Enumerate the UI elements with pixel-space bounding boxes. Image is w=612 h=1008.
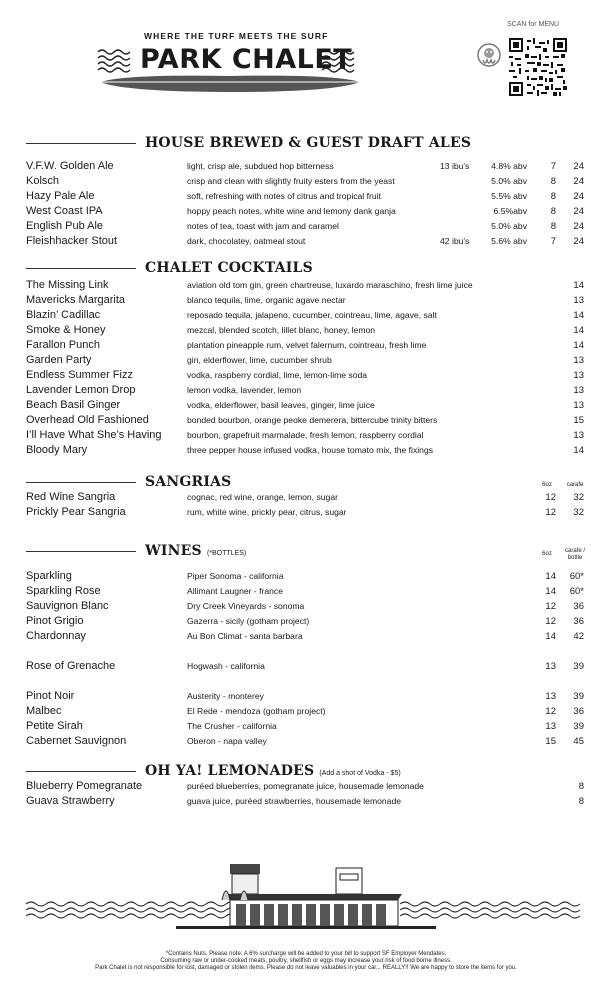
- brand-name: PARK CHALET: [140, 44, 353, 75]
- menu-item-row: [26, 414, 586, 429]
- item-price-carafe-bottle: 36: [573, 706, 584, 717]
- item-name: Prickly Pear Sangria: [26, 506, 126, 518]
- item-name: Bloody Mary: [26, 444, 88, 456]
- item-price-pitcher: 24: [573, 191, 584, 202]
- menu-item-row: [26, 205, 586, 220]
- menu-item-row: [26, 309, 586, 324]
- section-divider: [26, 482, 136, 483]
- item-price-pint: 8: [550, 191, 556, 202]
- item-ibu: 42 ibu's: [440, 236, 470, 246]
- section-divider: [26, 771, 136, 772]
- item-price-carafe-bottle: 45: [573, 736, 584, 747]
- section-divider: [26, 551, 136, 552]
- item-abv: 5.6% abv: [491, 236, 527, 246]
- column-header-6oz: 6oz: [542, 551, 552, 557]
- menu-item-row: [26, 429, 586, 444]
- item-name: Mavericks Margarita: [26, 294, 126, 306]
- item-price-carafe-bottle: 60*: [569, 571, 584, 582]
- item-price-carafe-bottle: 36: [573, 616, 584, 627]
- octopus-badge-icon: [476, 42, 502, 72]
- section-divider: [26, 268, 136, 269]
- item-description: rum, white wine, prickly pear, citrus, sugar: [187, 507, 347, 517]
- menu-item-row: [26, 235, 586, 250]
- item-price-pint: 7: [550, 236, 556, 247]
- item-description: three pepper house infused vodka, house tomato mix, the fixings: [187, 445, 434, 455]
- item-price: 13: [573, 400, 584, 411]
- item-description: Austerity - monterey: [187, 691, 264, 701]
- item-price-pint: 8: [550, 206, 556, 217]
- item-name: Sparkling Rose: [26, 585, 101, 597]
- wines-title-text: WINES: [145, 543, 202, 559]
- item-name: Garden Party: [26, 354, 92, 366]
- item-description: soft, refreshing with notes of citrus and tropical fruit: [187, 191, 381, 201]
- item-description: bourbon, grapefruit marmalade, fresh lemon, raspberry cordial: [187, 430, 424, 440]
- item-name: Red Wine Sangria: [26, 491, 116, 503]
- menu-item-row: [26, 506, 586, 521]
- column-header-carafe-line: carafe /: [564, 548, 585, 554]
- scan-label: SCAN for MENU: [507, 21, 560, 28]
- item-price-carafe: 32: [573, 507, 584, 518]
- item-price-pitcher: 24: [573, 161, 584, 172]
- item-description: mezcal, blended scotch, lillet blanc, honey, lemon: [187, 325, 376, 335]
- item-price-carafe-bottle: 39: [573, 691, 584, 702]
- item-price-6oz: 13: [545, 691, 556, 702]
- item-price-6oz: 14: [545, 631, 556, 642]
- item-price: 13: [573, 430, 584, 441]
- menu-item-row: [26, 399, 586, 414]
- item-description: light, crisp ale, subdued hop bitterness: [187, 161, 334, 171]
- item-price: 14: [573, 280, 584, 291]
- item-price: 14: [573, 340, 584, 351]
- item-description: hoppy peach notes, white wine and lemony dank ganja: [187, 206, 396, 216]
- item-price-carafe-bottle: 39: [573, 661, 584, 672]
- item-abv: 6.5%abv: [493, 206, 527, 216]
- item-price: 15: [573, 415, 584, 426]
- item-price-6oz: 12: [545, 601, 556, 612]
- item-price-pint: 8: [550, 221, 556, 232]
- tagline: WHERE THE TURF MEETS THE SURF: [144, 31, 329, 41]
- menu-item-row: [26, 369, 586, 384]
- section-title-sangrias: SANGRIAS: [145, 474, 232, 490]
- item-name: Blueberry Pomegranate: [26, 780, 143, 792]
- menu-item-row: [26, 585, 586, 600]
- item-name: Hazy Pale Ale: [26, 190, 95, 202]
- menu-item-row: [26, 220, 586, 235]
- section-title-ales: HOUSE BREWED & GUEST DRAFT ALES: [145, 135, 472, 151]
- item-price-6oz: 12: [545, 616, 556, 627]
- item-name: English Pub Ale: [26, 220, 104, 232]
- item-description: crisp and clean with slightly fruity esters from the yeast: [187, 176, 395, 186]
- item-description: vodka, elderflower, basil leaves, ginger, lime juice: [187, 400, 375, 410]
- item-description: Allimant Laugner - france: [187, 586, 284, 596]
- item-name: Overhead Old Fashioned: [26, 414, 149, 426]
- section-divider: [26, 143, 136, 144]
- menu-item-row: [26, 600, 586, 615]
- menu-item-row: [26, 630, 586, 645]
- section-title-wines: [145, 543, 246, 559]
- wines-note: (*BOTTLES): [206, 550, 247, 557]
- item-description: lemon vodka, lavender, lemon: [187, 385, 302, 395]
- item-price-6oz: 12: [545, 507, 556, 518]
- item-abv: 5.0% abv: [491, 176, 527, 186]
- item-description: El Rede - mendoza (gotham project): [187, 706, 326, 716]
- menu-item-row: [26, 384, 586, 399]
- item-name: Kolsch: [26, 175, 60, 187]
- chalet-building-illustration: [26, 860, 586, 936]
- item-name: Pinot Grigio: [26, 615, 84, 627]
- menu-item-row: [26, 720, 586, 735]
- item-price-6oz: 13: [545, 661, 556, 672]
- item-name: Guava Strawberry: [26, 795, 115, 807]
- item-name: Farallon Punch: [26, 339, 100, 351]
- item-abv: 5.5% abv: [491, 191, 527, 201]
- menu-item-row: [26, 324, 586, 339]
- item-description: puréed blueberries, pomegranate juice, housemade lemonade: [187, 781, 424, 791]
- item-description: cognac, red wine, orange, lemon, sugar: [187, 492, 338, 502]
- menu-item-row: [26, 795, 586, 810]
- item-description: Oberon - napa valley: [187, 736, 267, 746]
- menu-item-row: [26, 615, 586, 630]
- item-price-pitcher: 24: [573, 206, 584, 217]
- item-price-6oz: 12: [545, 706, 556, 717]
- item-name: Beach Basil Ginger: [26, 399, 121, 411]
- item-price: 13: [573, 295, 584, 306]
- item-description: vodka, raspberry cordial, lime, lemon-lime soda: [187, 370, 368, 380]
- item-price-carafe-bottle: 60*: [569, 586, 584, 597]
- menu-item-row: [26, 160, 586, 175]
- column-header-carafe-bottle: [560, 548, 590, 562]
- item-description: Hogwash - california: [187, 661, 265, 671]
- footer-line-surcharge: *Contains Nuts. Please note: A 6% surcharge will be added to your bill to support SF Employer Mendates.: [165, 951, 447, 957]
- lemonades-title-text: OH YA! LEMONADES: [145, 763, 315, 779]
- item-description: Dry Creek Vineyards - sonoma: [187, 601, 305, 611]
- menu-item-row: [26, 780, 586, 795]
- item-price: 13: [573, 370, 584, 381]
- item-description: The Crusher - california: [187, 721, 277, 731]
- menu-item-row: [26, 491, 586, 506]
- footer-line-liability: Park Chalet is not responsible for lost, damaged or stolen items. Please do not leave valuables in your car... REALLY!! We are happy to store the items for you.: [95, 965, 517, 971]
- item-description: aviation old tom gin, green chartreuse, luxardo maraschino, fresh lime juice: [187, 280, 473, 290]
- lemonades-note: (Add a shot of Vodka - $5): [319, 770, 401, 777]
- qr-code-icon[interactable]: [509, 38, 567, 96]
- item-ibu: 13 ibu's: [440, 161, 470, 171]
- column-header-bottle-line: bottle: [567, 555, 583, 561]
- item-description: Au Bon Climat - santa barbara: [187, 631, 303, 641]
- item-price-6oz: 15: [545, 736, 556, 747]
- menu-item-row: [26, 444, 586, 459]
- column-header-6oz: 6oz: [542, 482, 552, 488]
- footer-notes: [20, 951, 592, 972]
- item-description: bonded bourbon, orange peoke demerera, bittercube trinity bitters: [187, 415, 438, 425]
- column-header-carafe: carafe: [566, 482, 584, 488]
- item-price-pitcher: 24: [573, 176, 584, 187]
- item-name: Lavender Lemon Drop: [26, 384, 136, 396]
- menu-item-row: [26, 294, 586, 309]
- item-price-carafe-bottle: 42: [573, 631, 584, 642]
- item-description: plantation pineapple rum, velvet falernum, cointreau, fresh lime: [187, 340, 427, 350]
- item-description: gin, elderflower, lime, cucumber shrub: [187, 355, 332, 365]
- item-name: V.F.W. Golden Ale: [26, 160, 114, 172]
- item-price-carafe-bottle: 36: [573, 601, 584, 612]
- item-price: 8: [578, 796, 584, 807]
- item-description: dark, chocolatey, oatmeal stout: [187, 236, 306, 246]
- item-name: The Missing Link: [26, 279, 109, 291]
- menu-item-row: [26, 660, 586, 675]
- menu-item-row: [26, 175, 586, 190]
- item-name: Pinot Noir: [26, 690, 75, 702]
- item-name: Sauvignon Blanc: [26, 600, 109, 612]
- item-price-pitcher: 24: [573, 221, 584, 232]
- item-name: Rose of Grenache: [26, 660, 116, 672]
- section-title-cocktails: CHALET COCKTAILS: [145, 260, 313, 276]
- item-description: Piper Sonoma - california: [187, 571, 284, 581]
- item-price-carafe: 32: [573, 492, 584, 503]
- item-description: notes of tea, toast with jam and caramel: [187, 221, 339, 231]
- item-description: reposado tequila, jalapeno, cucumber, cointreau, lime, agave, salt: [187, 310, 437, 320]
- item-name: Fleishhacker Stout: [26, 235, 118, 247]
- menu-item-row: [26, 705, 586, 720]
- item-name: Petite Sirah: [26, 720, 83, 732]
- item-description: blanco tequila, lime, organic agave nectar: [187, 295, 346, 305]
- menu-item-row: [26, 735, 586, 750]
- item-abv: 5.0% abv: [491, 221, 527, 231]
- item-name: I’ll Have What She’s Having: [26, 429, 162, 441]
- item-price: 14: [573, 445, 584, 456]
- item-price-6oz: 14: [545, 571, 556, 582]
- item-price-6oz: 13: [545, 721, 556, 732]
- item-name: Smoke & Honey: [26, 324, 106, 336]
- item-price-carafe-bottle: 39: [573, 721, 584, 732]
- item-price-6oz: 12: [545, 492, 556, 503]
- item-name: Malbec: [26, 705, 62, 717]
- item-price: 8: [578, 781, 584, 792]
- item-name: Blazin’ Cadillac: [26, 309, 101, 321]
- item-description: guava juice, puréed strawberries, housemade lemonade: [187, 796, 402, 806]
- item-description: Gazerra - sicily (gotham project): [187, 616, 310, 626]
- menu-item-row: [26, 279, 586, 294]
- section-title-lemonades: [145, 763, 401, 779]
- menu-item-row: [26, 339, 586, 354]
- item-price: 14: [573, 325, 584, 336]
- item-price-pint: 7: [550, 161, 556, 172]
- item-price: 13: [573, 355, 584, 366]
- menu-item-row: [26, 690, 586, 705]
- item-name: Cabernet Sauvignon: [26, 735, 127, 747]
- item-price-pitcher: 24: [573, 236, 584, 247]
- item-name: Chardonnay: [26, 630, 86, 642]
- item-name: Endless Summer Fizz: [26, 369, 133, 381]
- item-price-pint: 8: [550, 176, 556, 187]
- item-name: West Coast IPA: [26, 205, 103, 217]
- footer-line-raw-food: Consuming raw or under-cooked meats, poultry, shellfish or eggs may increase your risk of food borne illness.: [160, 958, 452, 964]
- item-price: 13: [573, 385, 584, 396]
- item-price-6oz: 14: [545, 586, 556, 597]
- item-name: Sparkling: [26, 570, 72, 582]
- item-price: 14: [573, 310, 584, 321]
- menu-item-row: [26, 190, 586, 205]
- item-abv: 4.8% abv: [491, 161, 527, 171]
- menu-item-row: [26, 354, 586, 369]
- menu-item-row: [26, 570, 586, 585]
